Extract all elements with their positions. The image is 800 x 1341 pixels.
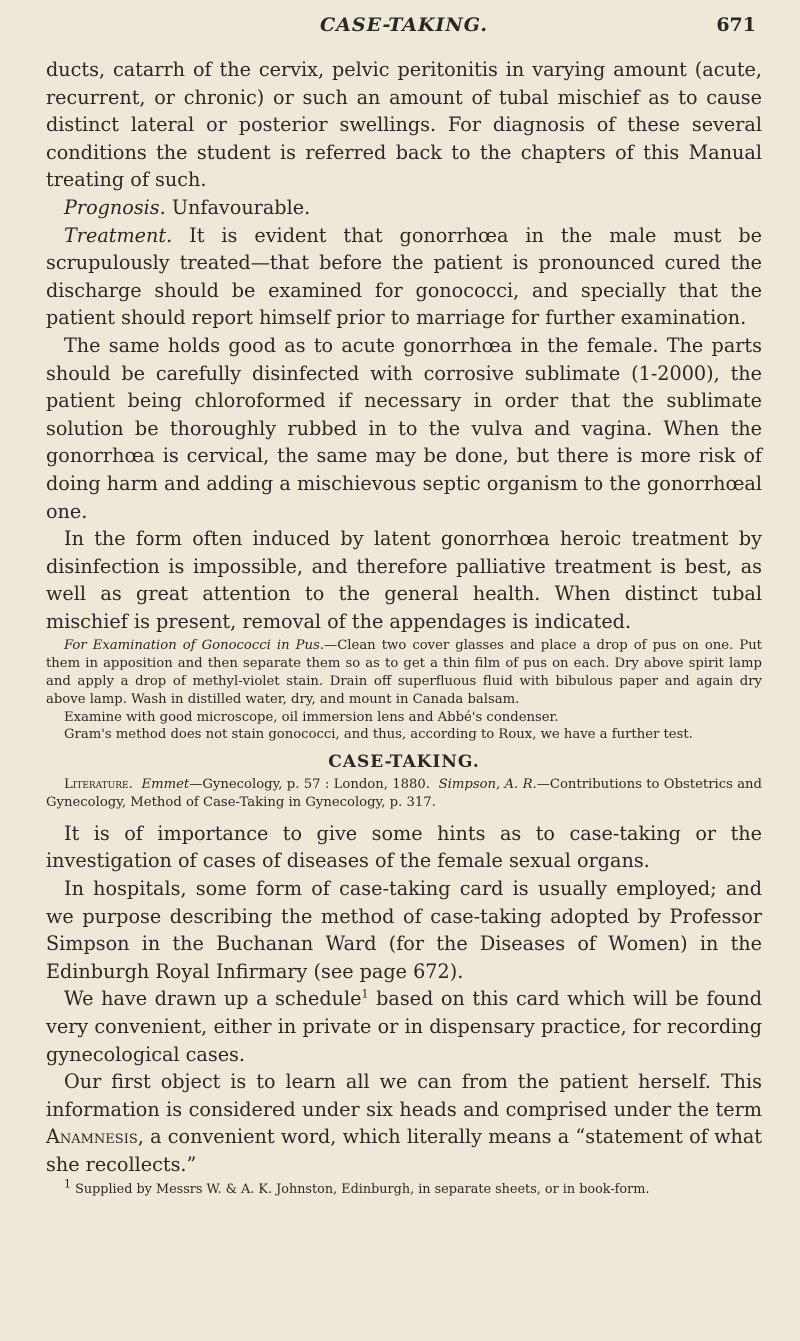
literature-author-simpson: Simpson, A. R. xyxy=(438,777,537,793)
footnote-marker: 1 xyxy=(64,1177,71,1191)
page-header xyxy=(46,14,762,56)
running-head: CASE-TAKING. xyxy=(320,14,488,36)
paragraph-anamnesis xyxy=(46,1068,762,1178)
schedule-text-before: We have drawn up a schedule xyxy=(64,987,362,1011)
paragraph-female: The same holds good as to acute gonorrhœa in the female. The parts should be carefully disinfected with corrosive sublimate (1-2000), the patient being chloroformed if necessary in order that the sublimate solution be thoroughly rubbed in to the vulva and vagina. When the gonorrhœa is cervical, the same may be done, but there is more risk of doing harm and adding a mischievous septic organism to the gonorrhœal one. xyxy=(46,333,762,523)
examination-block xyxy=(46,637,762,744)
examination-label: For Examination of Gonococci in Pus. xyxy=(64,638,325,654)
anamnesis-text-after: , a convenient word, which literally means a “statement of what she recollects.” xyxy=(46,1125,762,1176)
paragraph-ducts: ducts, catarrh of the cervix, pelvic peritonitis in varying amount (acute, recurrent, or chronic) or such an amount of tubal mischief as to cause distinct lateral or posterior swellings. For diagnosis of these several conditions the student is referred back to the chapters of this Manual treating of such. xyxy=(46,58,762,192)
examination-microscope: Examine with good microscope, oil immersion lens and Abbé's condenser. xyxy=(64,709,559,725)
prognosis-text: Unfavourable. xyxy=(165,195,311,219)
paragraph-importance: It is of importance to give some hints as to case-taking or the investigation of cases of diseases of the female sexual organs. xyxy=(46,821,762,873)
anamnesis-text-before: Our first object is to learn all we can from the patient herself. This information is considered under six heads and comprised under the term xyxy=(46,1070,762,1121)
treatment-text: It is evident that gonorrhœa in the male must be scrupulously treated—that before the patient is pronounced cured the discharge should be examined for gonococci, and specially that the patient should report himself prior to marriage for further examination. xyxy=(46,223,762,330)
paragraph-treatment xyxy=(46,222,762,332)
literature-label: Literature. xyxy=(64,777,133,793)
schedule-text-after: based on this card which will be found very convenient, either in private or in dispensary practice, for recording gynecological cases. xyxy=(46,987,762,1066)
examination-gram: Gram's method does not stain gonococci, and thus, according to Roux, we have a further test. xyxy=(64,727,693,743)
anamnesis-term: Anamnesis xyxy=(46,1125,138,1149)
footnote xyxy=(46,1177,762,1198)
footnote-reference: 1 xyxy=(361,988,369,1002)
prognosis-label: Prognosis. xyxy=(64,195,166,219)
paragraph-latent: In the form often induced by latent gonorrhœa heroic treatment by disinfection is impossible, and therefore palliative treatment is best, as well as great attention to the general health. When distinct tubal mischief is present, removal of the appendages is indicated. xyxy=(46,527,762,633)
examination-text: —Clean two cover glasses and place a drop of pus on one. Put them in apposition and then separate them so as to get a thin film of pus on each. Dry above spirit lamp and apply a drop of methyl-violet stain. Drain off superfluous fluid with bibulous paper and again dry above lamp. Wash in distilled water, dry, and mount in Canada balsam. xyxy=(46,638,762,707)
paragraph-schedule xyxy=(46,985,762,1068)
footnote-text: Supplied by Messrs W. & A. K. Johnston, Edinburgh, in separate sheets, or in book-form. xyxy=(71,1181,650,1197)
paragraph-prognosis xyxy=(46,194,762,222)
literature-author-emmet: Emmet xyxy=(141,777,190,793)
literature-ref-emmet: —Gynecology, p. 57 : London, 1880. xyxy=(189,777,430,793)
page-number: 671 xyxy=(716,14,756,36)
literature-ref-simpson: —Contributions to Obstetrics and Gynecology, Method of Case-Taking in Gynecology, p. 317. xyxy=(46,777,762,811)
paragraph-hospitals: In hospitals, some form of case-taking card is usually employed; and we purpose describing the method of case-taking adopted by Professor Simpson in the Buchanan Ward (for the Diseases of Women) in the Edinburgh Royal Infirmary (see page 672). xyxy=(46,877,762,983)
section-heading: CASE-TAKING. xyxy=(328,752,480,773)
literature-paragraph xyxy=(46,776,762,812)
treatment-label: Treatment. xyxy=(64,223,173,247)
examination-paragraph xyxy=(46,637,762,708)
